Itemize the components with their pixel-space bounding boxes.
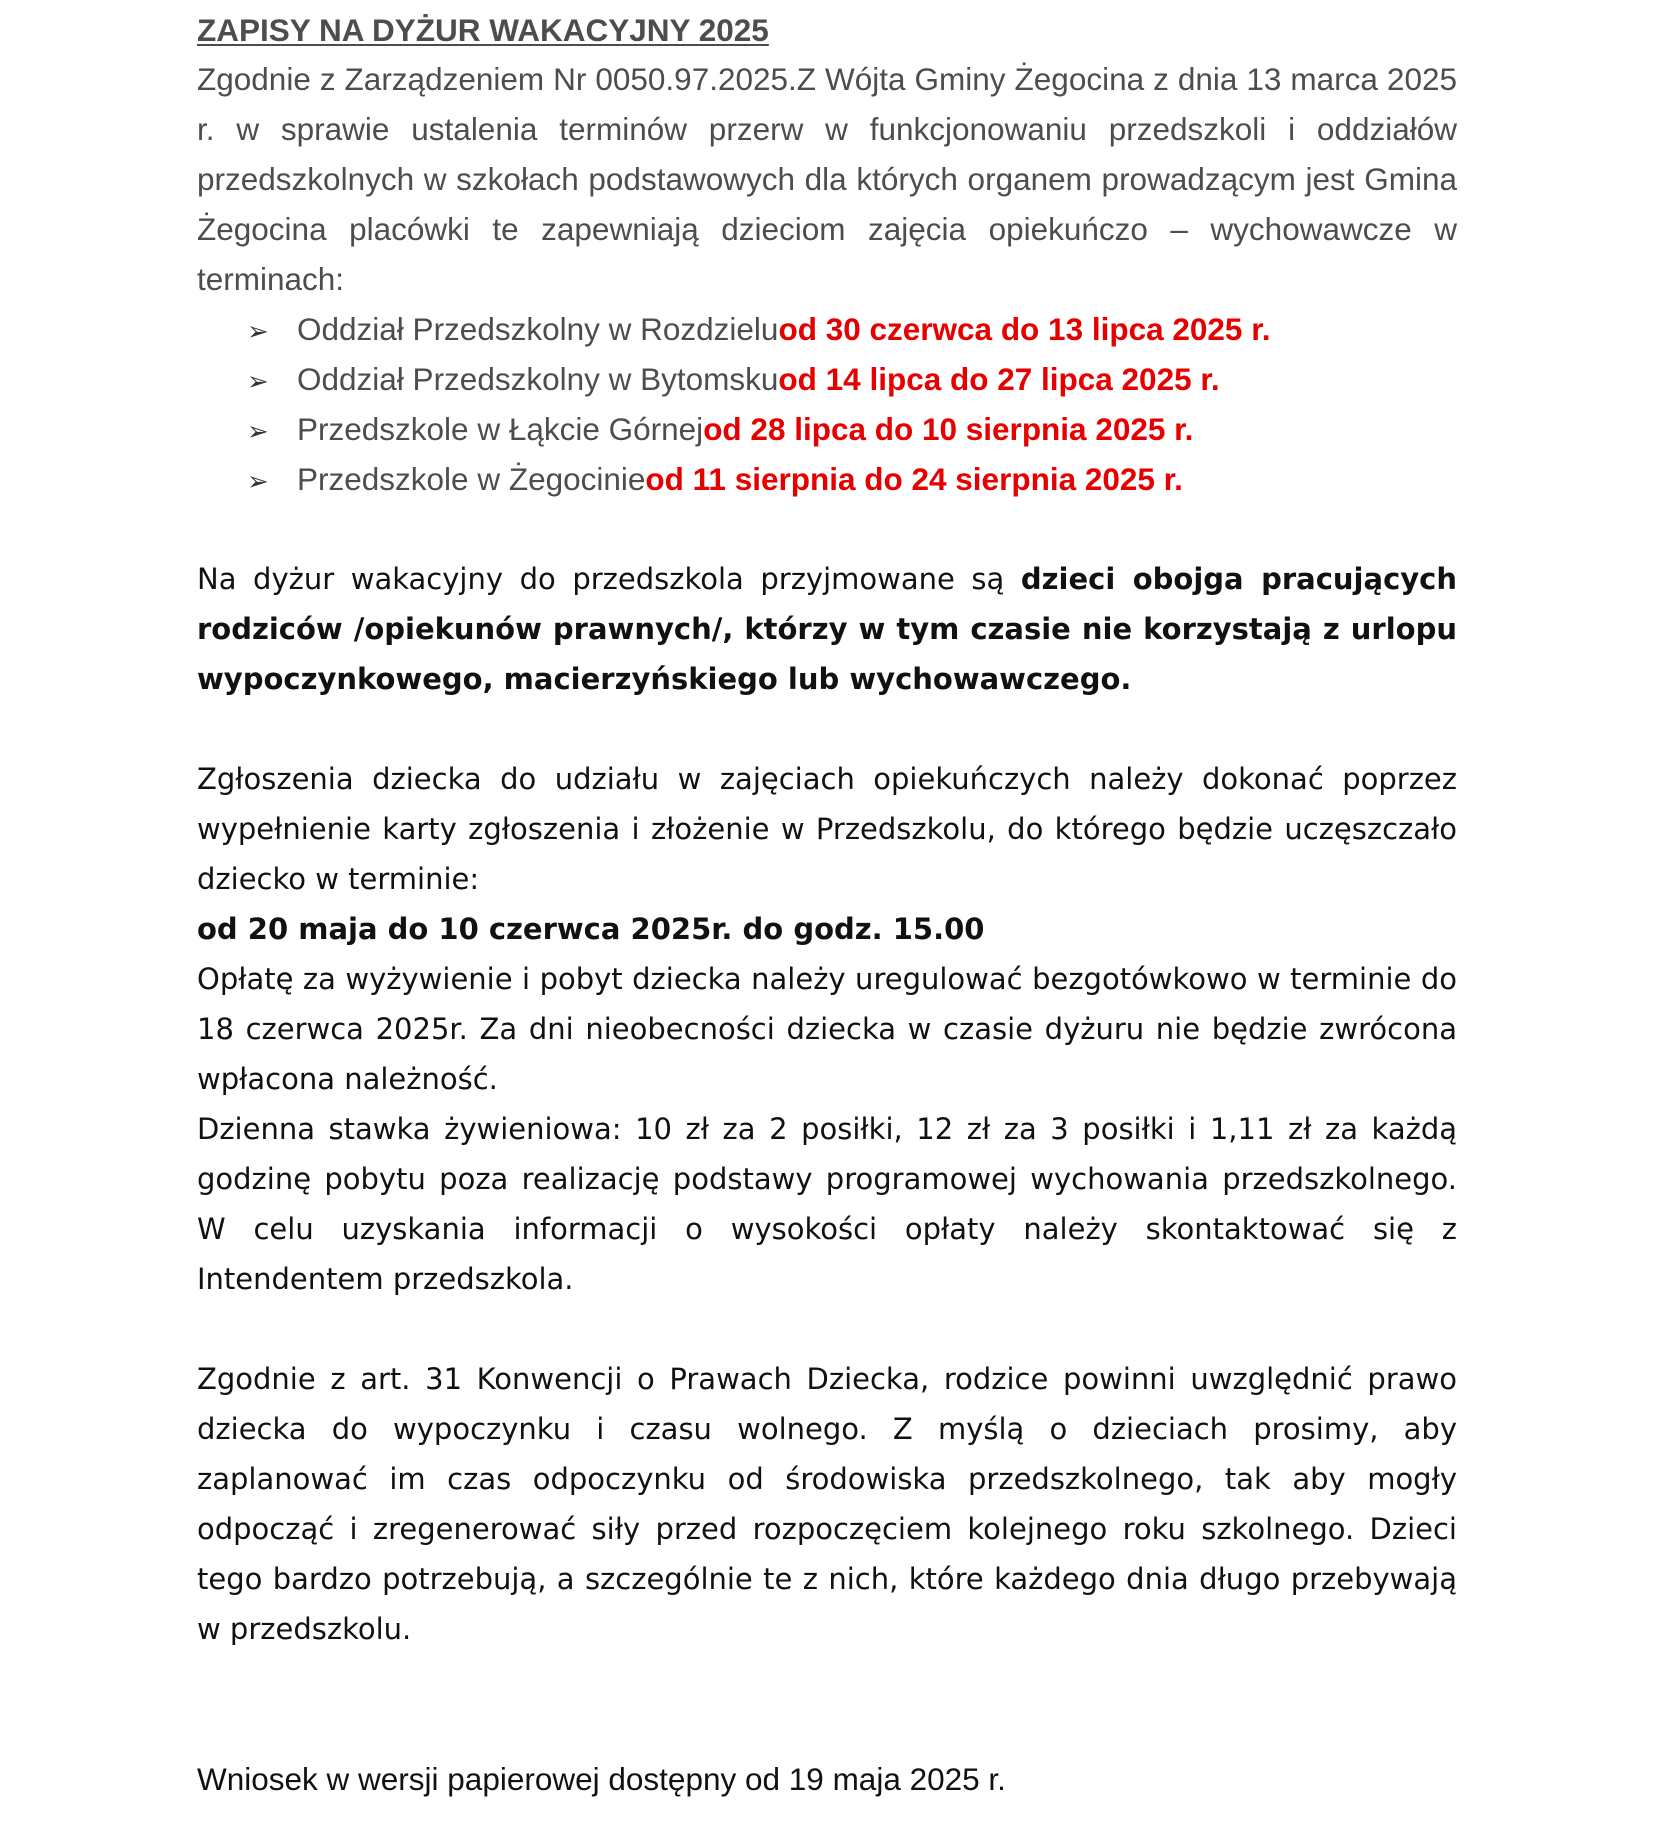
eligibility-paragraph	[197, 554, 1457, 704]
rates-paragraph: Dzienna stawka żywieniowa: 10 zł za 2 posiłki, 12 zł za 3 posiłki i 1,11 zł za każdą godzinę pobytu poza realizację podstawy programowej wychowania przedszkolnego. W celu uzyskania informacji o wysokości opłaty należy skontaktować się z Intendentem przedszkola.	[197, 1112, 1457, 1296]
arrow-bullet-icon: ➢	[247, 416, 269, 446]
schedule-list	[197, 304, 1457, 504]
schedule-place: Oddział Przedszkolny w Rozdzielu	[297, 311, 779, 347]
eligibility-lead: Na dyżur wakacyjny do przedszkola przyjmowane są	[197, 562, 1021, 596]
schedule-dates: od 28 lipca do 10 sierpnia 2025 r.	[703, 411, 1194, 447]
schedule-item	[247, 404, 1457, 454]
schedule-item	[247, 304, 1457, 354]
application-paragraph: Zgłoszenia dziecka do udziału w zajęciach opiekuńczych należy dokonać poprzez wypełnienie karty zgłoszenia i złożenie w Przedszkolu, do którego będzie uczęszczało dziecko w terminie:	[197, 762, 1457, 896]
payment-paragraph: Opłatę za wyżywienie i pobyt dziecka należy uregulować bezgotówkowo w terminie do 18 czerwca 2025r. Za dni nieobecności dziecka w czasie dyżuru nie będzie zwrócona wpłacona należność.	[197, 962, 1457, 1096]
arrow-bullet-icon: ➢	[247, 316, 269, 346]
arrow-bullet-icon: ➢	[247, 466, 269, 496]
schedule-place: Przedszkole w Łąkcie Górnej	[297, 411, 704, 447]
schedule-place: Oddział Przedszkolny w Bytomsku	[297, 361, 779, 397]
document-title: ZAPISY NA DYŻUR WAKACYJNY 2025	[197, 12, 769, 48]
application-deadline: od 20 maja do 10 czerwca 2025r. do godz. 15.00	[197, 912, 985, 946]
footer-note: Wniosek w wersji papierowej dostępny od 19 maja 2025 r.	[197, 1761, 1006, 1797]
eligibility-condition: dzieci obojga pracujących rodziców /opiekunów prawnych/, którzy w tym czasie nie korzystają z urlopu wypoczynkowego, macierzyńskiego lub wychowawczego.	[197, 562, 1457, 696]
arrow-bullet-icon: ➢	[247, 366, 269, 396]
schedule-dates: od 30 czerwca do 13 lipca 2025 r.	[778, 311, 1271, 347]
schedule-place: Przedszkole w Żegocinie	[297, 461, 646, 497]
document-page	[197, 12, 1457, 1836]
article-paragraph: Zgodnie z art. 31 Konwencji o Prawach Dziecka, rodzice powinni uwzględnić prawo dziecka do wypoczynku i czasu wolnego. Z myślą o dzieciach prosimy, aby zaplanować im czas odpoczynku od środowiska przedszkolnego, tak aby mogły odpocząć i zregenerować siły przed rozpoczęciem kolejnego roku szkolnego. Dzieci tego bardzo potrzebują, a szczególnie te z nich, które każdego dnia długo przebywają w przedszkolu.	[197, 1362, 1457, 1646]
intro-paragraph: Zgodnie z Zarządzeniem Nr 0050.97.2025.Z Wójta Gminy Żegocina z dnia 13 marca 2025 r. w sprawie ustalenia terminów przerw w funkcjonowaniu przedszkoli i oddziałów przedszkolnych w szkołach podstawowych dla których organem prowadzącym jest Gmina Żegocina placówki te zapewniają dzieciom zajęcia opiekuńczo – wychowawcze w terminach:	[197, 61, 1457, 297]
schedule-item	[247, 354, 1457, 404]
schedule-dates: od 14 lipca do 27 lipca 2025 r.	[778, 361, 1220, 397]
schedule-item	[247, 454, 1457, 504]
schedule-dates: od 11 sierpnia do 24 sierpnia 2025 r.	[645, 461, 1183, 497]
